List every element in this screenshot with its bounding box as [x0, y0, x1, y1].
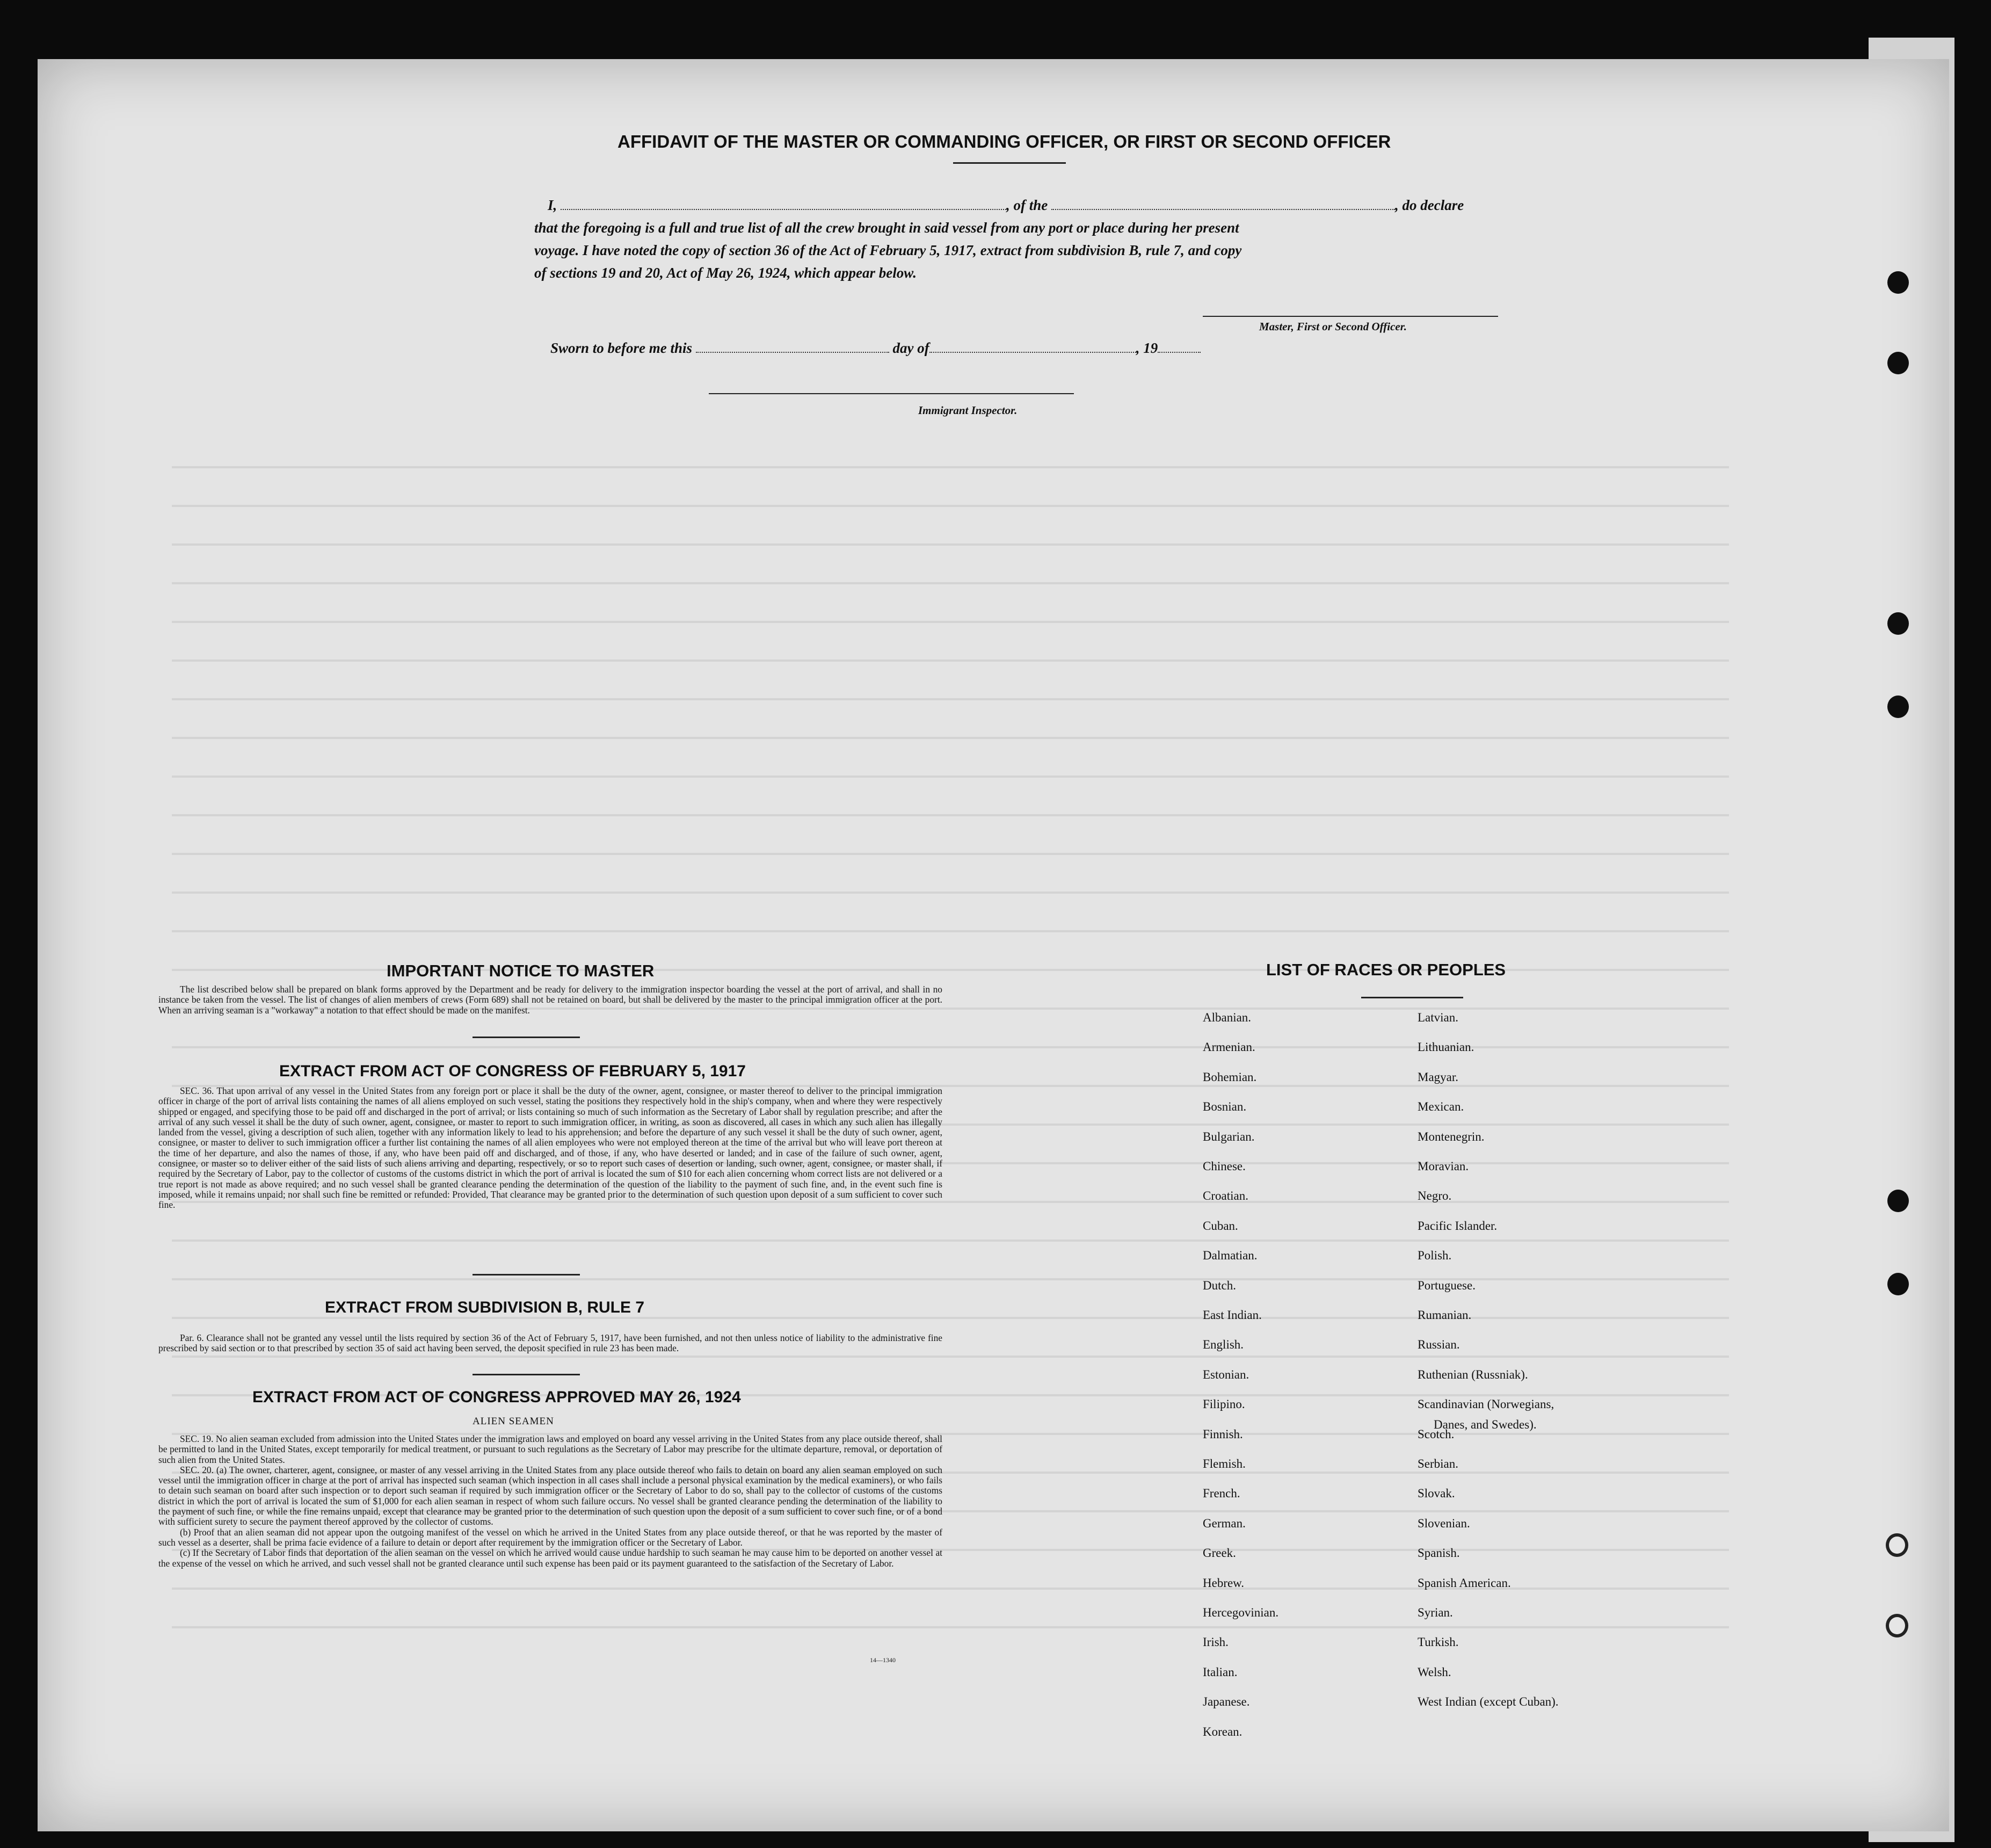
- races-title-rule: [1361, 997, 1463, 998]
- race-item: Ruthenian (Russniak).: [1418, 1368, 1528, 1381]
- race-item: Hercegovinian.: [1203, 1606, 1279, 1619]
- race-item: Slovenian.: [1418, 1517, 1470, 1530]
- subdivision-b-rule: [473, 1374, 580, 1375]
- text-do-declare: , do declare: [1395, 197, 1464, 213]
- binder-hole: [1887, 352, 1909, 374]
- race-item: Irish.: [1203, 1635, 1229, 1649]
- text-of-the: , of the: [1006, 197, 1048, 213]
- race-item: Armenian.: [1203, 1040, 1255, 1054]
- signature-line[interactable]: [1203, 316, 1498, 317]
- race-item: Chinese.: [1203, 1159, 1246, 1173]
- race-item: Mexican.: [1418, 1100, 1464, 1113]
- race-item: Scotch.: [1418, 1427, 1455, 1441]
- race-item: Dalmatian.: [1203, 1249, 1258, 1262]
- race-item: Latvian.: [1418, 1011, 1458, 1024]
- race-item: Montenegrin.: [1418, 1130, 1485, 1143]
- race-item: Pacific Islander.: [1418, 1219, 1498, 1233]
- race-item: Finnish.: [1203, 1427, 1243, 1441]
- sworn-day-field[interactable]: [696, 352, 889, 353]
- binder-hole: [1887, 1273, 1909, 1295]
- section-20a-paragraph: SEC. 20. (a) The owner, charterer, agent, consignee, or master of any vessel arriving in the United States from any place outside thereof who fails to detain on board any alien seaman employed on such vessel until the immigration officer in charge at the port of arrival has inspected such seaman (which inspection in all cases shall include a personal physical examination by the medical examiners), or who fails to detain such seaman on board after such inspection or to deport such seaman if required by such immigration officer or the Secretary of Labor to do so, shall pay to the collector of customs of the customs district in which the port of arrival is located the sum of $1,000 for each alien seaman in respect of whom such failure occurs. No vessel shall be granted clearance pending the determination of the liability to the payment of such fine, or while the fine remains unpaid, except that clearance may be granted prior to the determination of such question upon the deposit of a sum sufficient to cover such fine, or of a bond with sufficient surety to secure the payment thereof approved by the collector of customs.: [158, 1464, 942, 1527]
- inspector-label: Immigrant Inspector.: [918, 404, 1018, 417]
- subdivision-b-title: EXTRACT FROM SUBDIVISION B, RULE 7: [325, 1299, 645, 1316]
- race-item: Turkish.: [1418, 1635, 1459, 1649]
- race-item: Portuguese.: [1418, 1279, 1476, 1292]
- affidavit-line3: voyage. I have noted the copy of section 36 of the Act of February 5, 1917, extract from subdivision B, rule 7, and copy: [534, 242, 1242, 258]
- notice-rule: [473, 1037, 580, 1038]
- race-item: Syrian.: [1418, 1606, 1453, 1619]
- binder-hole: [1887, 271, 1909, 294]
- race-item: Dutch.: [1203, 1279, 1236, 1292]
- race-item: Rumanian.: [1418, 1308, 1472, 1322]
- race-item: Russian.: [1418, 1338, 1460, 1351]
- form-number: 14—1340: [870, 1656, 896, 1664]
- race-item: French.: [1203, 1487, 1240, 1500]
- sworn-year-field[interactable]: [1158, 352, 1201, 353]
- name-field[interactable]: [561, 209, 1006, 210]
- race-item: Magyar.: [1418, 1070, 1459, 1084]
- vessel-field[interactable]: [1051, 209, 1395, 210]
- race-item: German.: [1203, 1517, 1246, 1530]
- race-item: Bohemian.: [1203, 1070, 1257, 1084]
- extract-1917-title: EXTRACT FROM ACT OF CONGRESS OF FEBRUARY 5, 1917: [279, 1062, 746, 1080]
- binder-hole-ring: [1886, 1614, 1908, 1637]
- section-20b-paragraph: (b) Proof that an alien seaman did not appear upon the outgoing manifest of the vessel on which he arrived in the United States from any place outside thereof, or that he was reported by the master of such vessel as a deserter, shall be prima facie evidence of a failure to detain or deport after requirement by the immigration officer or the Secretary of Labor.: [158, 1526, 942, 1548]
- race-item: Negro.: [1418, 1189, 1452, 1202]
- races-title: LIST OF RACES OR PEOPLES: [1266, 960, 1506, 979]
- race-item: Filipino.: [1203, 1397, 1245, 1411]
- race-item: Spanish.: [1418, 1546, 1460, 1560]
- subdivision-b-body: [158, 1333, 942, 1354]
- race-item: Italian.: [1203, 1665, 1238, 1679]
- race-item: Croatian.: [1203, 1189, 1248, 1202]
- affidavit-title-rule: [953, 162, 1066, 164]
- alien-seamen-subtitle: ALIEN SEAMEN: [473, 1416, 554, 1427]
- race-item: Greek.: [1203, 1546, 1236, 1560]
- race-item: Japanese.: [1203, 1695, 1250, 1708]
- race-item: Estonian.: [1203, 1368, 1249, 1381]
- race-item: Bosnian.: [1203, 1100, 1247, 1113]
- notice-paragraph: The list described below shall be prepared on blank forms approved by the Department and be ready for delivery to the immigration inspector boarding the vessel at the port of arrival, and shall in no instance be taken from the vessel. The list of changes of alien members of crews (Form 689) shall not be retained on board, but shall be delivered by the master to the principal immigration officer at the port. When an arriving seaman is a "workaway" a notation to that effect should be made on the manifest.: [158, 984, 942, 1016]
- race-item: Scandinavian (Norwegians,: [1418, 1397, 1554, 1411]
- extract-1924-title: EXTRACT FROM ACT OF CONGRESS APPROVED MAY 26, 1924: [252, 1388, 741, 1406]
- race-item: Serbian.: [1418, 1457, 1459, 1470]
- day-of-text: day of: [892, 340, 929, 356]
- sworn-text: Sworn to before me this: [550, 340, 693, 356]
- race-item: Polish.: [1418, 1249, 1452, 1262]
- race-item: Flemish.: [1203, 1457, 1246, 1470]
- inspector-signature-line[interactable]: [709, 393, 1074, 394]
- race-item: Hebrew.: [1203, 1576, 1245, 1590]
- binder-hole: [1887, 612, 1909, 635]
- section-20c-paragraph: (c) If the Secretary of Labor finds that deportation of the alien seaman on the vessel on which he arrived would cause undue hardship to such seaman he may cause him to be deported on another vessel at the expense of the vessel on which he arrived, and such vessel shall not be granted clearance until such expense has been paid or its payment guaranteed to the satisfaction of the Secretary of Labor.: [158, 1547, 942, 1569]
- race-item: Albanian.: [1203, 1011, 1252, 1024]
- year-text: , 19: [1136, 340, 1158, 356]
- race-item: Spanish American.: [1418, 1576, 1511, 1590]
- sworn-line: [550, 337, 1201, 359]
- race-item: Bulgarian.: [1203, 1130, 1255, 1143]
- sworn-month-field[interactable]: [929, 352, 1136, 353]
- race-item: Moravian.: [1418, 1159, 1469, 1173]
- notice-title: IMPORTANT NOTICE TO MASTER: [387, 961, 655, 980]
- race-item: Danes, and Swedes).: [1434, 1418, 1537, 1431]
- race-item: English.: [1203, 1338, 1244, 1351]
- par-6-paragraph: Par. 6. Clearance shall not be granted any vessel until the lists required by section 36 of the Act of February 5, 1917, have been furnished, and not then unless notice of liability to the administrative fine prescribed by said section or to that prescribed by section 35 of said act having been served, the deposit specified in rule 23 has been made.: [158, 1332, 942, 1354]
- text-i: I,: [548, 197, 557, 213]
- notice-body: [158, 984, 942, 1016]
- extract-1924-body: [158, 1434, 942, 1569]
- affidavit-line1: [548, 194, 1536, 216]
- race-item: East Indian.: [1203, 1308, 1262, 1322]
- race-item: West Indian (except Cuban).: [1418, 1695, 1559, 1708]
- race-item: Slovak.: [1418, 1487, 1455, 1500]
- extract-1917-rule: [473, 1274, 580, 1276]
- binder-hole-ring: [1886, 1533, 1908, 1557]
- binder-hole: [1887, 1190, 1909, 1212]
- section-19-paragraph: SEC. 19. No alien seaman excluded from admission into the United States under the immigration laws and employed on board any vessel arriving in the United States from any place outside thereof, shall be permitted to land in the United States, except temporarily for medical treatment, or pursuant to such regulations as the Secretary of Labor may prescribe for the ultimate departure, removal, or deportation of such alien from the United States.: [158, 1433, 942, 1465]
- binder-hole: [1887, 695, 1909, 718]
- race-item: Korean.: [1203, 1725, 1242, 1738]
- race-item: Lithuanian.: [1418, 1040, 1474, 1054]
- signature-label: Master, First or Second Officer.: [1259, 320, 1407, 333]
- extract-1917-body: [158, 1086, 942, 1211]
- affidavit-line2: that the foregoing is a full and true list of all the crew brought in said vessel from any port or place during her present: [534, 220, 1239, 236]
- section-36-paragraph: SEC. 36. That upon arrival of any vessel in the United States from any foreign port or place it shall be the duty of the owner, agent, consignee, or master thereof to deliver to the principal immigration officer in charge of the port of arrival lists containing the names of all aliens employed on such vessel, stating the positions they respectively hold in the ship's company, when and where they were respectively shipped or engaged, and specifying those to be paid off and discharged in the port of arrival; or lists containing so much of such information as the Secretary of Labor shall by regulation prescribe; and after the arrival of any such vessel it shall be the duty of such owner, agent, consignee, or master to report to such immigration officer, in writing, as soon as discovered, all cases in which any such alien has illegally landed from the vessel, giving a description of such alien, together with any information likely to lead to his apprehension; and before the departure of any such vessel it shall be the duty of such owner, agent, consignee, or master to deliver to such immigration officer a further list containing the names of all alien employees who were not employed thereon at the time of the arrival but who will leave port thereon at the time of her departure, and also the names of those, if any, who have been paid off and discharged, and of those, if any, who have deserted or landed; and in case of the failure of such owner, agent, consignee, or master so to deliver either of the said lists of such aliens arriving and departing, respectively, or so to report such cases of desertion or landing, such owner, agent, consignee, or master shall, if required by the Secretary of Labor, pay to the collector of customs of the customs district in which the port of arrival is located the sum of $10 for each alien concerning whom correct lists are not delivered or a true report is not made as above required; and no such vessel shall be granted clearance pending the determination of the question of the liability to the payment of such fine, and, in the event such fine is imposed, while it remains unpaid; nor shall such fine be remitted or refunded: Provided, That clearance may be granted prior to the determination of such question upon deposit of a sum sufficient to cover such fine.: [158, 1085, 942, 1211]
- affidavit-line4: of sections 19 and 20, Act of May 26, 1924, which appear below.: [534, 265, 917, 281]
- affidavit-title: AFFIDAVIT OF THE MASTER OR COMMANDING OFFICER, OR FIRST OR SECOND OFFICER: [617, 132, 1391, 151]
- race-item: Cuban.: [1203, 1219, 1238, 1233]
- race-item: Welsh.: [1418, 1665, 1451, 1679]
